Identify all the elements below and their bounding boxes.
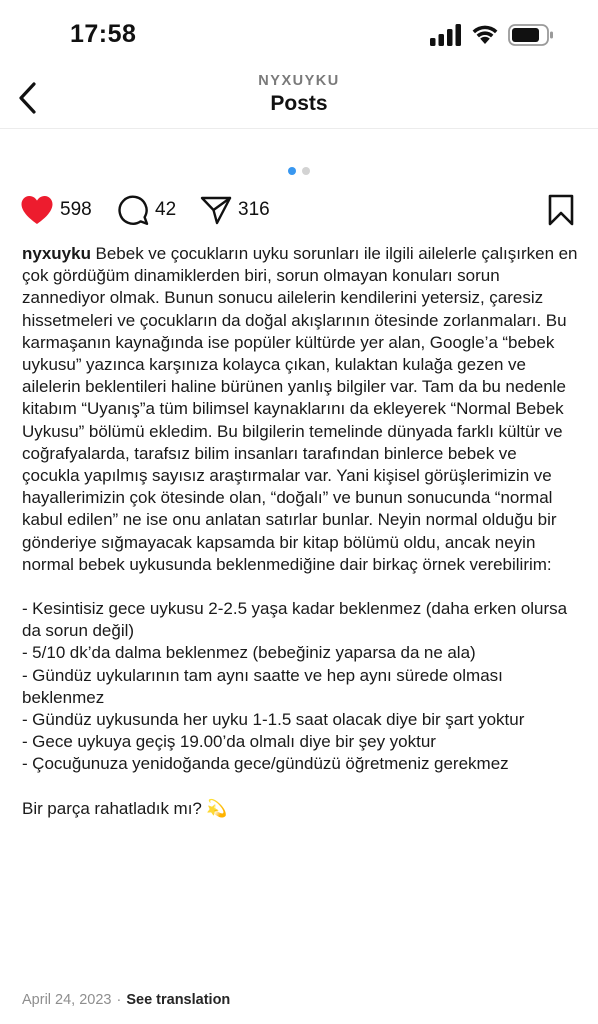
bookmark-icon[interactable] <box>548 194 574 226</box>
post-caption <box>22 243 578 820</box>
like-button[interactable] <box>20 191 92 229</box>
page-title: Posts <box>270 92 328 115</box>
caption-intro-text: Bebek ve çocukların uyku sorunları ile ilgili ailelerle çalışırken en çok gördüğüm dinamiklerden biri, sorun olmayan konuları sorun zannediyor olmak. Bunun sonucu ailelerin kendilerini yetersiz, çaresiz hissetmeleri ve çocukların da doğal akışlarının ötesinde zorlanmaları. Bu karmaşanın kaynağında ise popüler kültürde yer alan, Google’a “bebek uykusu” yazınca karşınıza kolayca çıkan, kulaktan kulağa gezen ve ailelerin beklentileri haline bürünen yanlış bilgiler var. Tam da bu nedenle kitabım “Uyanış”a tüm bilimsel kaynaklarını da ekleyerek “Normal Bebek Uykusu” bölümü ekledim. Bu bilgilerin temelinde dünyada farklı kültür ve coğrafyalarda, tarafsız bilim insanları tarafından binlerce bebek ve çocukla yapılmış sayısız araştırmalar var. Yani kişisel görüşlerimizin ve hayallerimizin çok ötesinde olan, “doğalı” ve bunun sonucunda “normal kabul edilen” ne ise onu anlatan satırlar bunlar. Neyin normal olduğu bir gönderiye sığmayacak kapsamda bir kitap bölümü oldu, ancak neyin normal bebek uykusunda beklenmediğine dair birkaç örnek verebilirim: <box>22 244 578 574</box>
post-date: April 24, 2023 <box>22 992 112 1008</box>
status-time: 17:58 <box>70 20 137 48</box>
caption-closing: Bir parça rahatladık mı? 💫 <box>22 798 228 818</box>
like-count: 598 <box>60 199 92 220</box>
battery-icon <box>508 24 554 46</box>
share-count: 316 <box>238 199 270 220</box>
header <box>0 70 598 129</box>
list-item: - Gündüz uykusunda her uyku 1-1.5 saat olacak diye bir şart yoktur <box>22 710 525 730</box>
account-name: NYXUYKU <box>258 73 340 89</box>
post-meta <box>22 992 230 1008</box>
caption-intro <box>22 243 578 576</box>
comment-bubble-icon <box>117 194 149 226</box>
caption-username[interactable]: nyxuyku <box>22 244 91 263</box>
share-button[interactable] <box>200 191 270 229</box>
send-paper-plane-icon <box>200 195 232 225</box>
see-translation-link[interactable]: See translation <box>126 992 231 1008</box>
heart-filled-icon <box>20 195 54 225</box>
carousel-indicator <box>288 167 312 177</box>
cellular-signal-icon <box>430 24 462 46</box>
list-item: - 5/10 dk’da dalma beklenmez (bebeğiniz yaparsa da ne ala) <box>22 643 476 663</box>
carousel-dot-active <box>288 167 296 175</box>
comment-count: 42 <box>155 199 177 220</box>
meta-separator: · <box>116 992 122 1008</box>
list-item: - Gündüz uykularının tam aynı saatte ve hep aynı sürede olması beklenmez <box>22 665 503 707</box>
wifi-icon <box>470 22 500 46</box>
status-bar <box>0 0 598 70</box>
list-item: - Gece uykuya geçiş 19.00’da olmalı diye bir şey yoktur <box>22 732 436 752</box>
list-item: - Çocuğunuza yenidoğanda gece/gündüzü öğretmeniz gerekmez <box>22 754 509 774</box>
comment-button[interactable] <box>117 191 176 229</box>
action-bar <box>0 191 598 229</box>
caption-list <box>22 598 578 776</box>
carousel-dot <box>302 167 310 175</box>
list-item: - Kesintisiz gece uykusu 2-2.5 yaşa kadar beklenmez (daha erken olursa da sorun değil) <box>22 599 568 641</box>
